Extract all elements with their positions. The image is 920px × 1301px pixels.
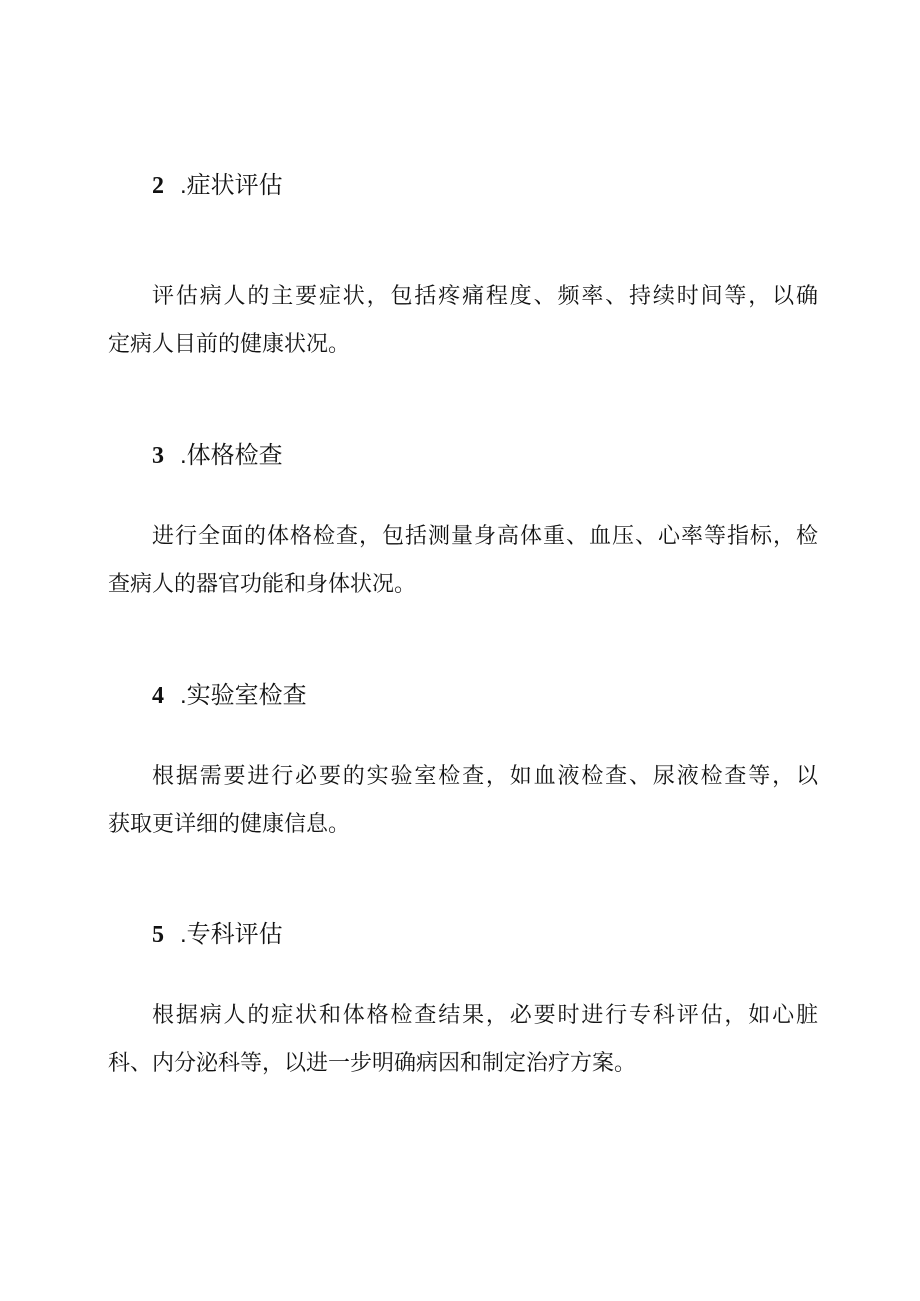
paragraph-line: 评估病人的主要症状，包括疼痛程度、频率、持续时间等，以确: [152, 284, 818, 309]
section-paragraph: [108, 513, 818, 609]
section-number: 5: [152, 922, 164, 948]
paragraph-line: 根据需要进行必要的实验室检查，如血液检查、尿液检查等，以: [152, 764, 818, 789]
section-paragraph: [108, 753, 818, 849]
section-title: .实验室检查: [180, 682, 307, 709]
section-number: 4: [152, 683, 164, 709]
paragraph-line: 获取更详细的健康信息。: [108, 812, 351, 837]
paragraph-line: 根据病人的症状和体格检查结果，必要时进行专科评估，如心脏: [152, 1003, 818, 1028]
paragraph-line: 进行全面的体格检查，包括测量身高体重、血压、心率等指标，检: [152, 524, 818, 549]
section-number: 3: [152, 443, 164, 469]
section-paragraph: [108, 273, 818, 369]
section-heading: [152, 681, 307, 711]
section-paragraph: [108, 992, 818, 1088]
section-number: 2: [152, 173, 164, 199]
section-heading: [152, 441, 283, 471]
section-title: .专科评估: [180, 921, 283, 948]
paragraph-line: 定病人目前的健康状况。: [108, 332, 351, 357]
section-heading: [152, 171, 283, 201]
section-heading: [152, 920, 283, 950]
paragraph-line: 查病人的器官功能和身体状况。: [108, 572, 417, 597]
section-title: .症状评估: [180, 172, 283, 199]
paragraph-line: 科、内分泌科等，以进一步明确病因和制定治疗方案。: [108, 1051, 637, 1076]
section-title: .体格检查: [180, 442, 283, 469]
